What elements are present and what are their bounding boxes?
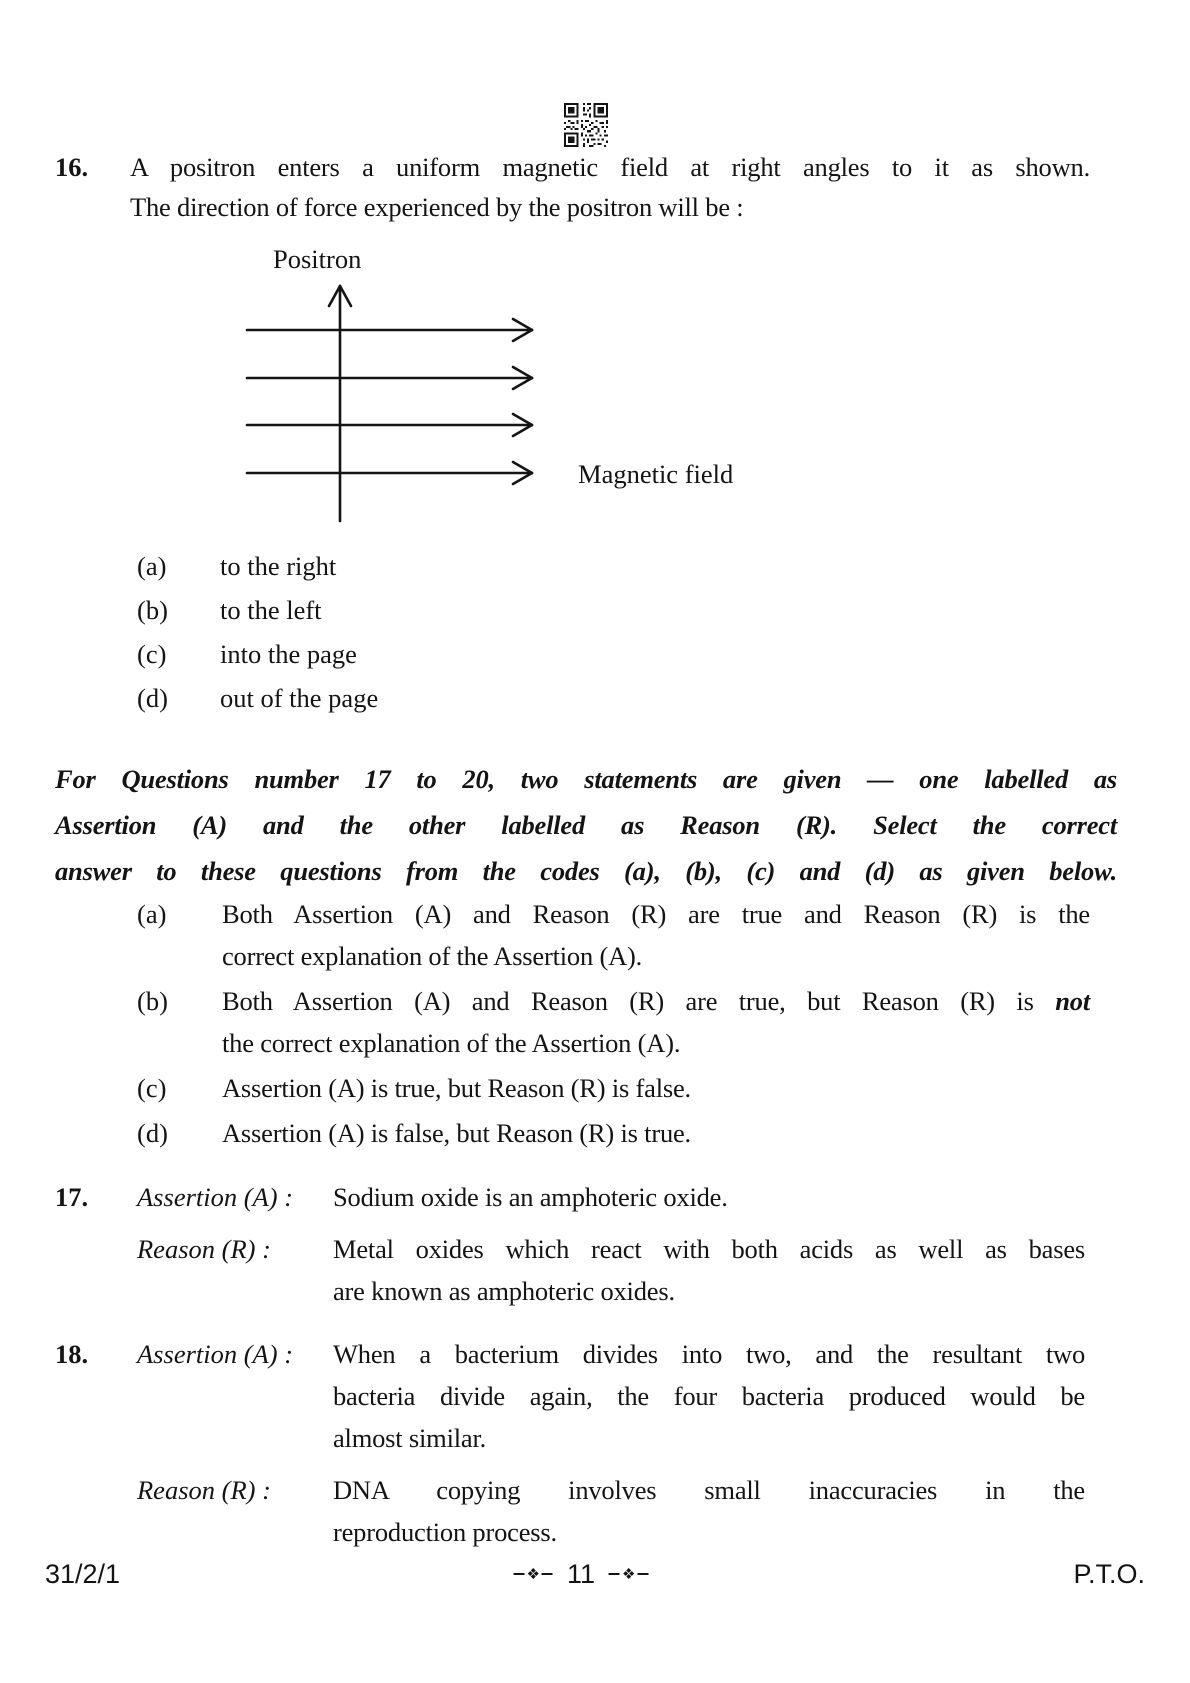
assertion-text-line: When a bacterium divides into two, and the resultant two: [333, 1339, 1085, 1369]
assertion-text-line: Sodium oxide is an amphoteric oxide.: [333, 1182, 728, 1212]
instruction-line: answer to these questions from the codes (a), (b), (c) and (d) as given below.: [55, 856, 1117, 886]
code-a: [137, 893, 1090, 977]
answer-codes: [137, 893, 1090, 1157]
reason-text-line: DNA copying involves small inaccuracies in the: [333, 1475, 1085, 1505]
question-text-line: The direction of force experienced by the positron will be :: [130, 192, 744, 222]
code-b: [137, 980, 1090, 1064]
option-d: [137, 676, 378, 720]
code-text-line: Assertion (A) is true, but Reason (R) is false.: [222, 1073, 691, 1103]
code-text-line: Both Assertion (A) and Reason (R) are true, but Reason (R) is not: [222, 986, 1090, 1016]
code-text-line: Assertion (A) is false, but Reason (R) is true.: [222, 1118, 691, 1148]
code-letter: (c): [137, 1073, 167, 1103]
question-number: 17.: [55, 1182, 89, 1212]
positron-label: Positron: [273, 244, 362, 274]
pto-label: P.T.O.: [1073, 1559, 1145, 1589]
question-17: [55, 1176, 1090, 1312]
option-letter: (a): [137, 551, 167, 581]
instruction-line: Assertion (A) and the other labelled as Reason (R). Select the correct: [55, 810, 1117, 840]
option-text: into the page: [220, 639, 357, 669]
code-text-line: correct explanation of the Assertion (A).: [222, 941, 643, 971]
positron-arrow: [329, 286, 351, 521]
reason: [137, 1228, 1090, 1312]
assertion-text-line: bacteria divide again, the four bacteria produced would be: [333, 1381, 1085, 1411]
page-footer: [0, 1556, 1190, 1592]
assertion-text-line: almost similar.: [333, 1423, 487, 1453]
ornament-icon: ❖: [607, 1567, 650, 1582]
instruction-line: For Questions number 17 to 20, two statements are given — one labelled as: [55, 764, 1117, 794]
assertion-reason-instructions: [55, 756, 1117, 894]
option-letter: (c): [137, 639, 167, 669]
qr-code: [564, 102, 608, 148]
assertion: [137, 1176, 1090, 1218]
question-18: [55, 1333, 1090, 1553]
reason-label: Reason (R) :: [137, 1234, 271, 1264]
assertion: [137, 1333, 1090, 1459]
question-number: 18.: [55, 1339, 89, 1369]
code-text-line: Both Assertion (A) and Reason (R) are true and Reason (R) is the: [222, 899, 1090, 929]
option-text: to the left: [220, 595, 322, 625]
question-text: [130, 147, 1090, 227]
option-c: [137, 632, 378, 676]
question-number: 16.: [55, 152, 89, 182]
option-letter: (d): [137, 683, 168, 713]
code-c: [137, 1067, 1090, 1109]
assertion-label: Assertion (A) :: [137, 1339, 294, 1369]
option-letter: (b): [137, 595, 168, 625]
q16-options: [137, 544, 378, 720]
field-line-arrows: [247, 319, 532, 484]
reason: [137, 1469, 1090, 1553]
paper-code: 31/2/1: [45, 1559, 121, 1589]
code-text-line: the correct explanation of the Assertion (A).: [222, 1028, 681, 1058]
page-number-block: [512, 1556, 651, 1592]
reason-text-line: reproduction process.: [333, 1517, 557, 1547]
option-text: out of the page: [220, 683, 379, 713]
magnetic-field-label: Magnetic field: [578, 459, 734, 489]
code-letter: (b): [137, 986, 168, 1016]
option-text: to the right: [220, 551, 337, 581]
option-b: [137, 588, 378, 632]
ornament-icon: ❖: [512, 1567, 555, 1582]
page-number: 11: [566, 1559, 596, 1589]
reason-label: Reason (R) :: [137, 1475, 271, 1505]
option-a: [137, 544, 378, 588]
emphasized-word: not: [1055, 986, 1090, 1016]
assertion-label: Assertion (A) :: [137, 1182, 294, 1212]
question-16: [55, 147, 1090, 227]
reason-text-line: are known as amphoteric oxides.: [333, 1276, 675, 1306]
code-d: [137, 1112, 1090, 1154]
code-letter: (d): [137, 1118, 168, 1148]
magnetic-field-diagram: [230, 224, 775, 530]
reason-text-line: Metal oxides which react with both acids as well as bases: [333, 1234, 1085, 1264]
question-text-line: A positron enters a uniform magnetic field at right angles to it as shown.: [130, 152, 1090, 182]
code-letter: (a): [137, 899, 167, 929]
